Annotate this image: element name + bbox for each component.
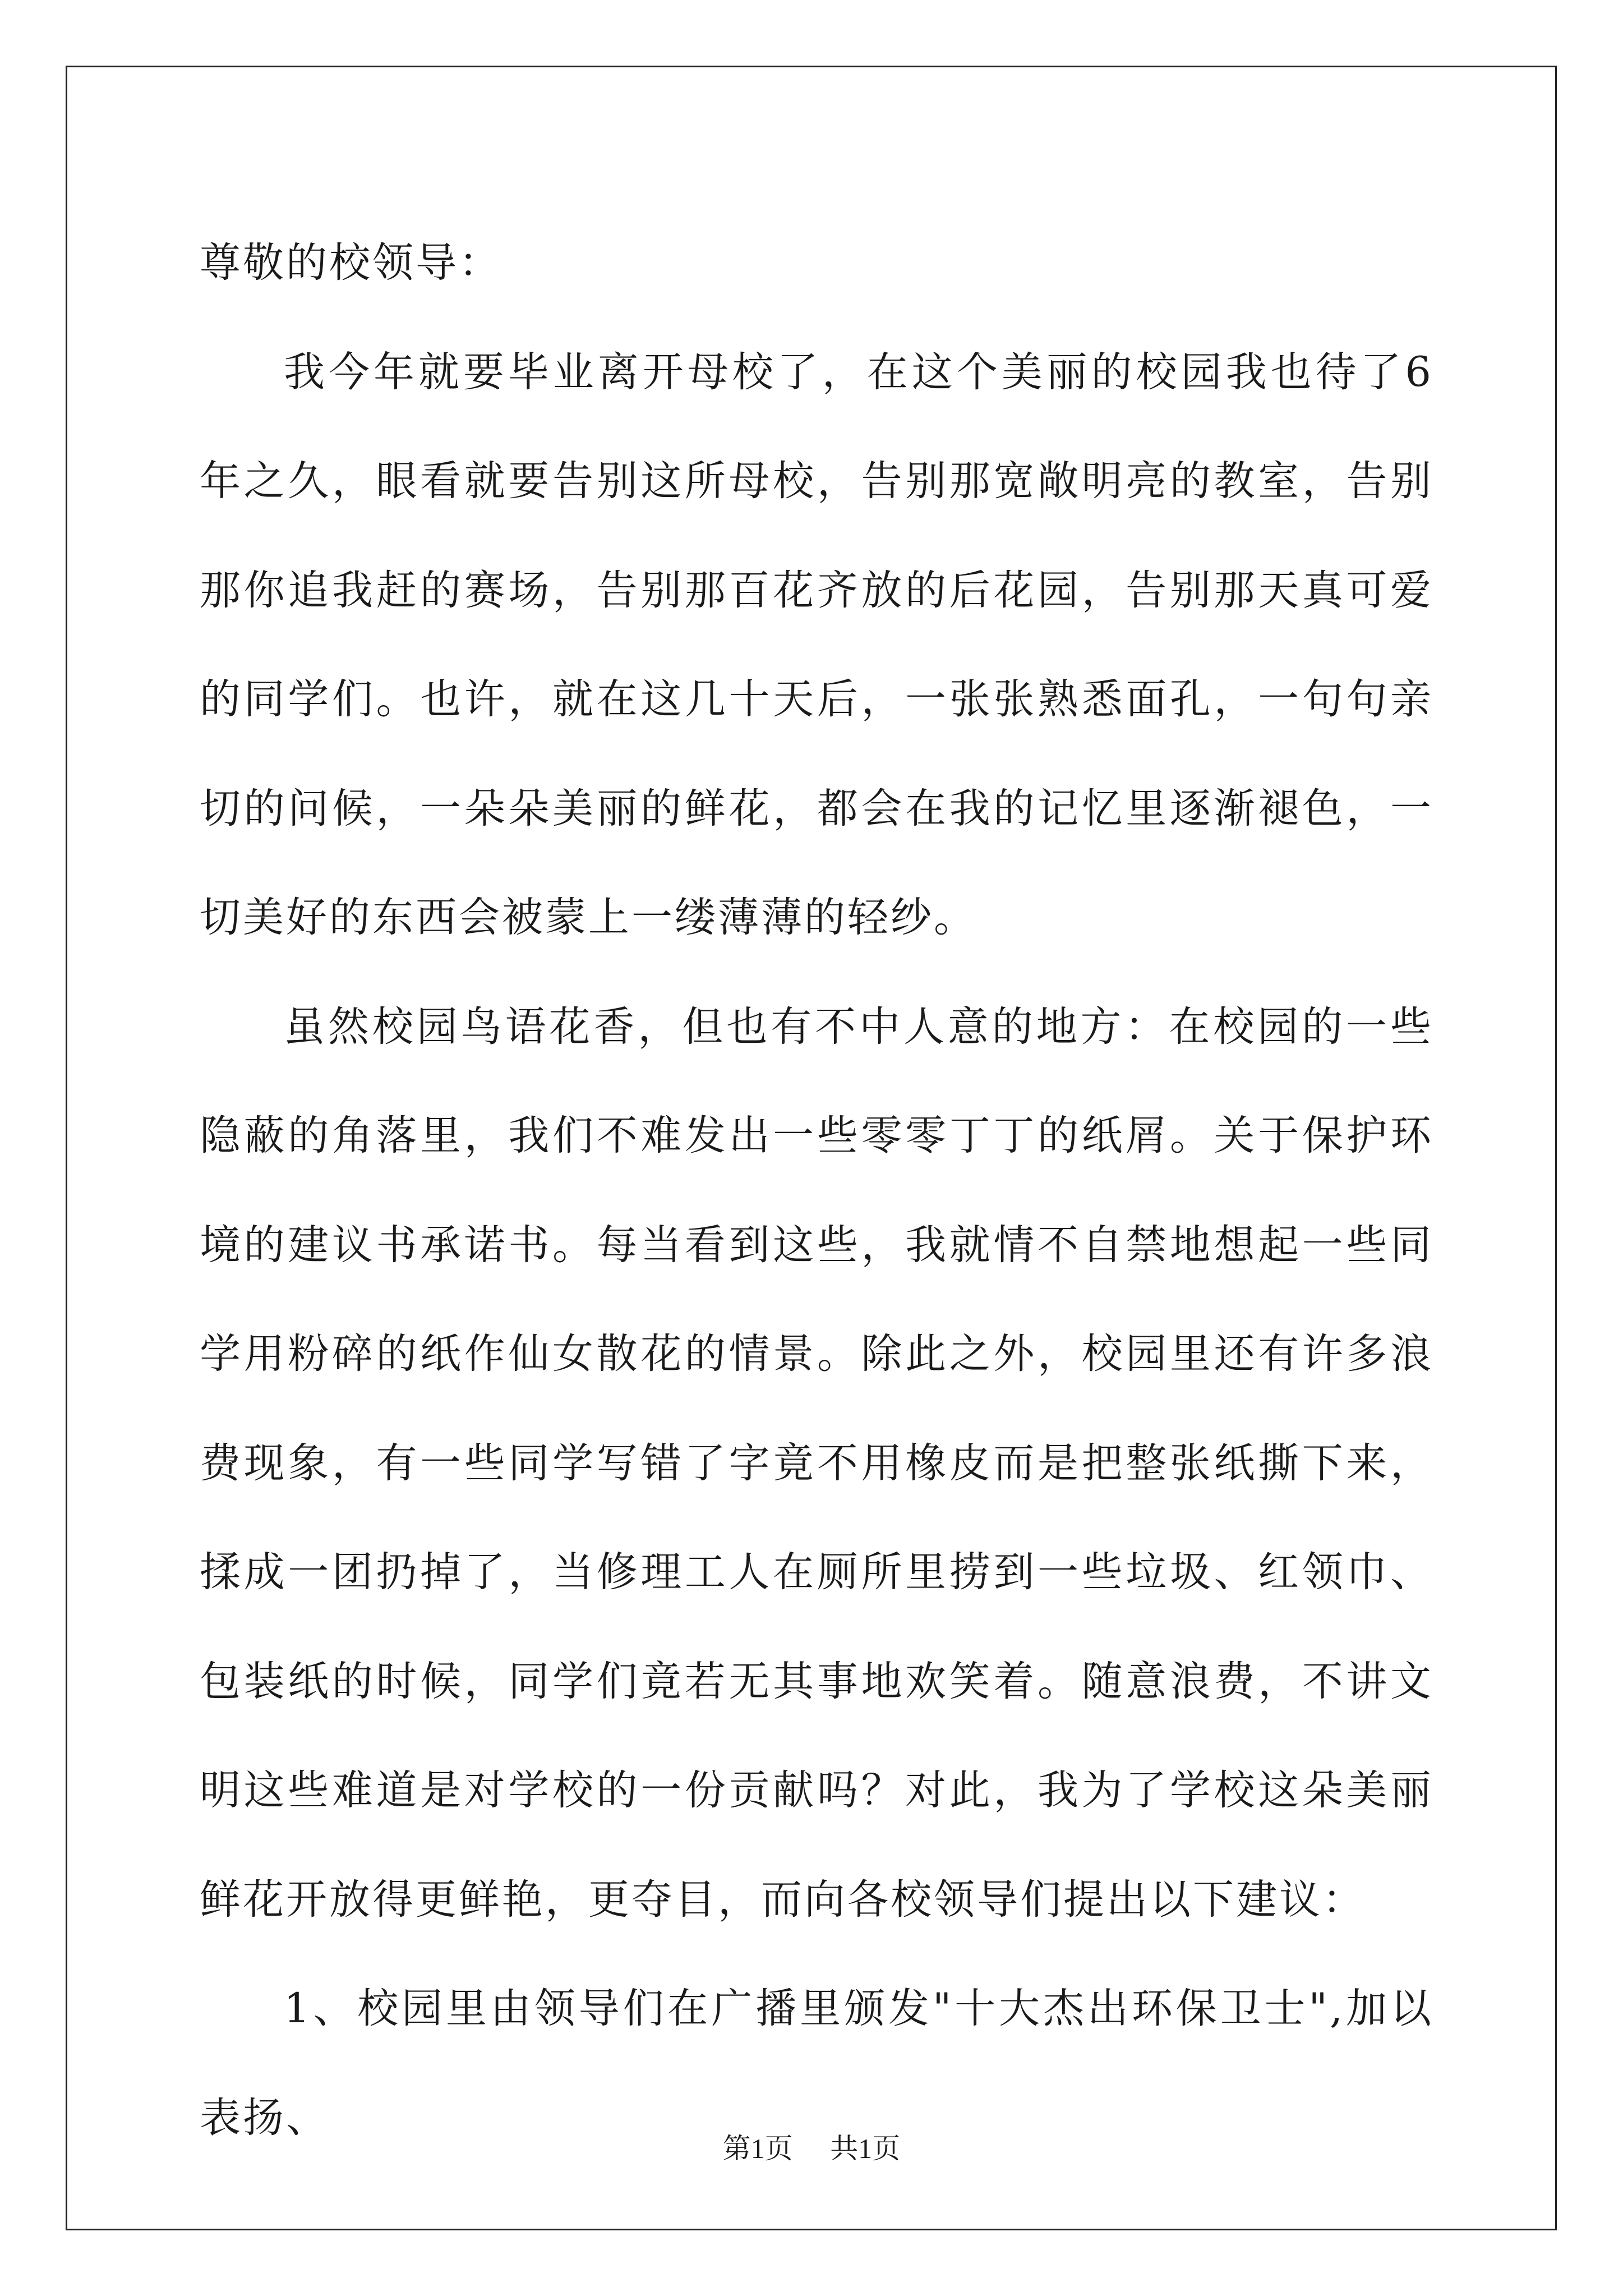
- paragraph-2: 虽然校园鸟语花香，但也有不中人意的地方：在校园的一些隐蔽的角落里，我们不难发出一些零零丁丁的纸屑。关于保护环境的建议书承诺书。每当看到这些，我就情不自禁地想起一些同学用粉碎的纸作仙女散花的情景。除此之外，校园里还有许多浪费现象，有一些同学写错了字竟不用橡皮而是把整张纸撕下来，揉成一团扔掉了，当修理工人在厕所里捞到一些垃圾、红领巾、包装纸的时候，同学们竟若无其事地欢笑着。随意浪费，不讲文明这些难道是对学校的一份贡献吗？对此，我为了学校这朵美丽鲜花开放得更鲜艳，更夺目，而向各校领导们提出以下建议：: [200, 1002, 1433, 1924]
- page-total: 共1页: [830, 2133, 901, 2164]
- document-body: [200, 209, 1433, 2173]
- salutation: 尊敬的校领导：: [200, 239, 502, 287]
- page-footer: [0, 2126, 1623, 2166]
- paragraph-1: 我今年就要毕业离开母校了，在这个美丽的校园我也待了6年之久，眼看就要告别这所母校，告别那宽敞明亮的教室，告别那你追我赶的赛场，告别那百花齐放的后花园，告别那天真可爱的同学们。也许，就在这几十天后，一张张熟悉面孔，一句句亲切的问候，一朵朵美丽的鲜花，都会在我的记忆里逐渐褪色，一切美好的东西会被蒙上一缕薄薄的轻纱。: [200, 348, 1433, 941]
- page-number: 第1页: [722, 2133, 793, 2164]
- paragraph-3: 1、校园里由领导们在广播里颁发"十大杰出环保卫士",加以表扬、: [200, 1985, 1433, 2142]
